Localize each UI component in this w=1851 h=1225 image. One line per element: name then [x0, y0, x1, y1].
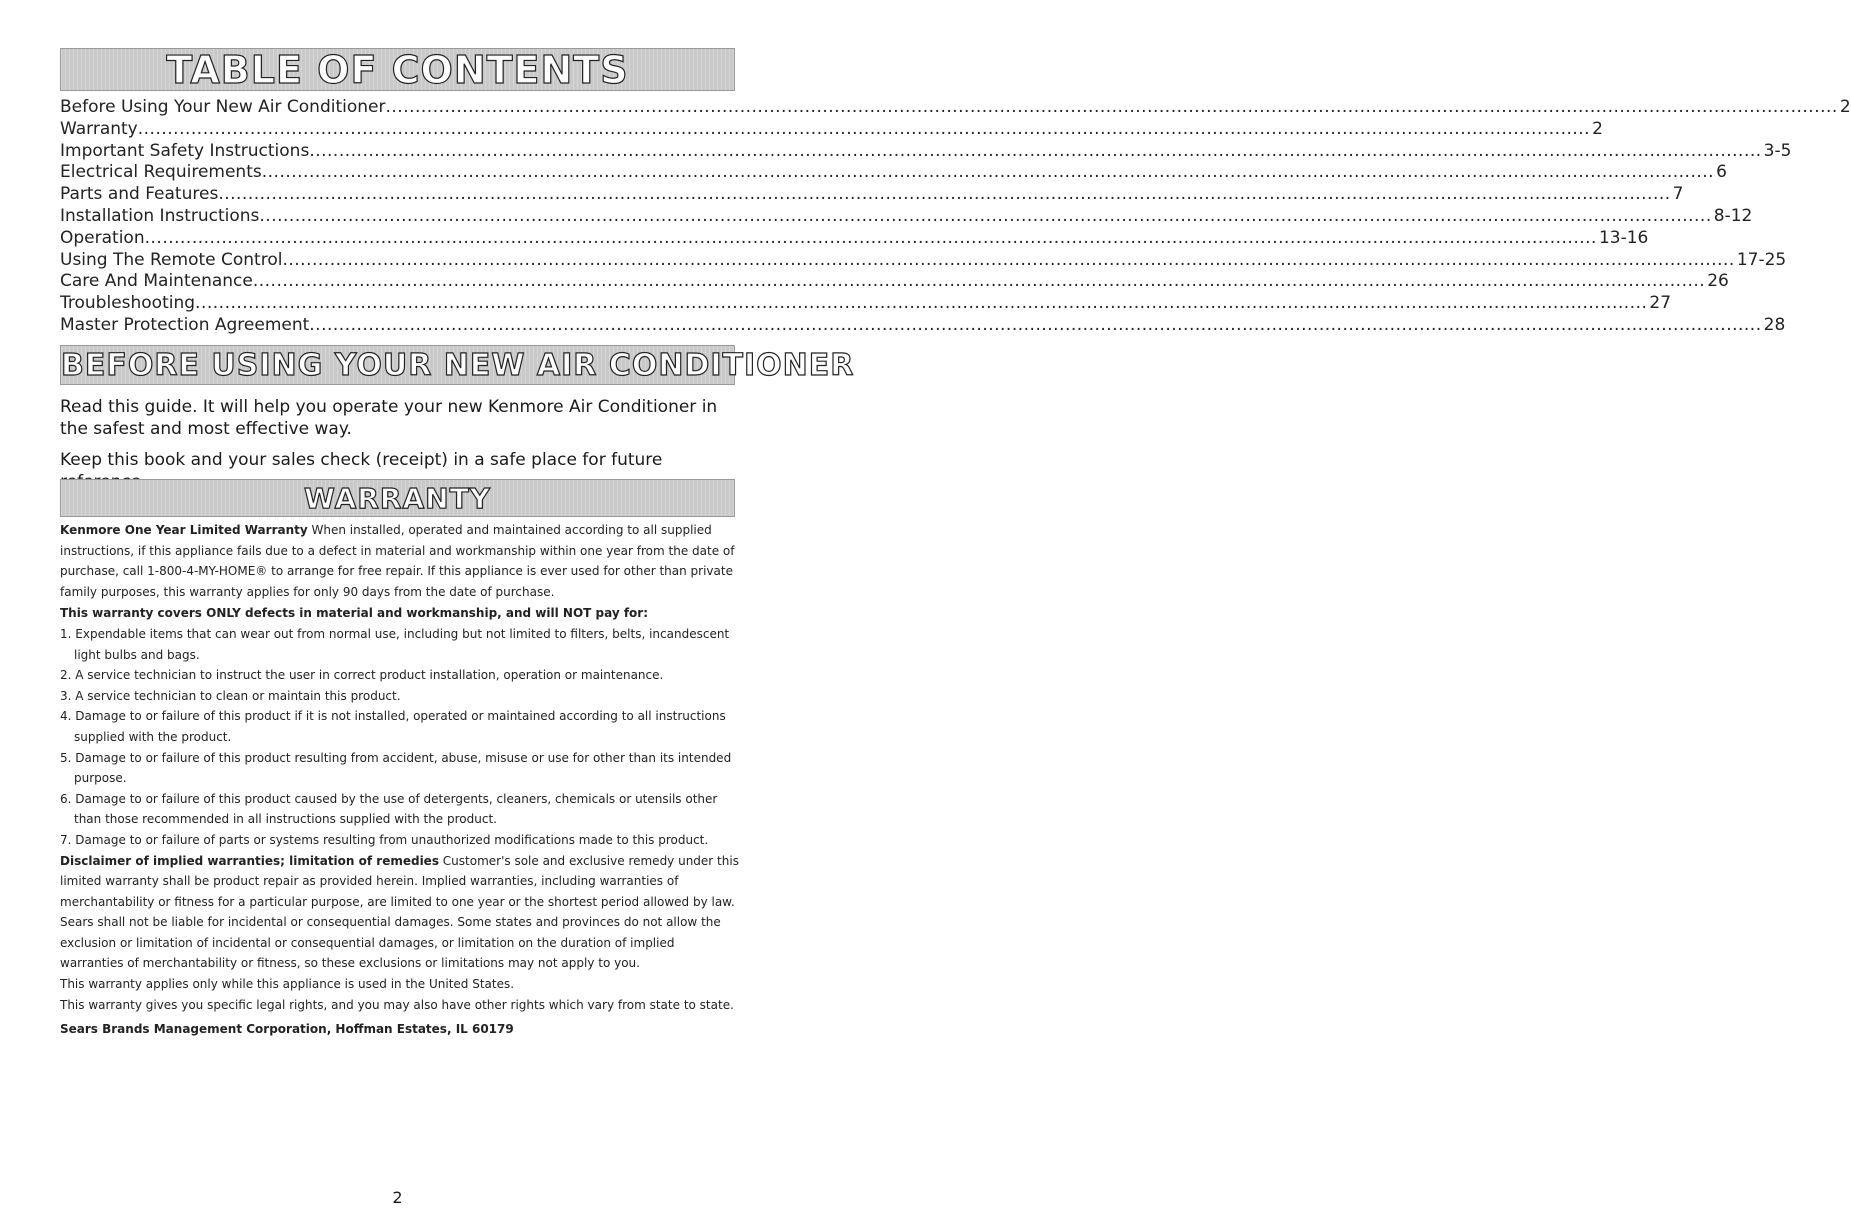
- warranty-banner: [60, 479, 735, 517]
- toc-leader-dots: [309, 141, 1761, 161]
- toc-entry: [60, 314, 1786, 337]
- toc-entry: [60, 184, 1684, 206]
- toc-entry-title: Warranty: [60, 118, 138, 139]
- warranty-disclaimer-text: Customer's sole and exclusive remedy under this limited warranty shall be product repair as provided herein. Implied warranties, including warranties of merchantability or fitness for a particular purpose, are limited to one year or the shortest period allowed by law. Sears shall not be liable for incidental or consequential damages. Some states and provinces do not allow the exclusion or limitation of incidental or consequential damages, or limitation on the duration of implied warranties of merchantability or fitness, so these exclusions or limitations may not apply to you.: [60, 853, 739, 971]
- toc-entry-page: 17-25: [1736, 249, 1787, 270]
- toc-entry: [60, 140, 1792, 163]
- toc-entry-title: Electrical Requirements: [60, 162, 262, 183]
- before-para-1: Read this guide. It will help you operate your new Kenmore Air Conditioner in the safest and most effective way.: [60, 397, 718, 439]
- warranty-exclusion-item: 3. A service technician to clean or maintain this product.: [60, 688, 401, 703]
- warranty-intro-lead: Kenmore One Year Limited Warranty: [60, 523, 308, 537]
- toc-entry: [60, 249, 1787, 272]
- toc-entry: [60, 205, 1753, 228]
- toc-entry-title: Important Safety Instructions: [60, 140, 310, 161]
- toc-entry-title: Installation Instructions: [60, 205, 260, 226]
- toc-entry: [60, 97, 1851, 119]
- toc-entry: [60, 271, 1729, 293]
- toc-entry-title: Using The Remote Control: [60, 249, 283, 270]
- toc-entry-title: Operation: [60, 227, 145, 248]
- warranty-exclusion-item: 5. Damage to or failure of this product resulting from accident, abuse, misuse or use for other than its intended purpose.: [60, 750, 732, 786]
- warranty-company: Sears Brands Management Corporation, Hoffman Estates, IL 60179: [60, 1022, 514, 1037]
- warranty-intro-text: When installed, operated and maintained according to all supplied instructions, if this appliance fails due to a defect in material and workmanship within one year from the date of purchase, call 1-800-4-MY-HOME® to arrange for free repair. If this appliance is ever used for other than private family purposes, this warranty applies for only 90 days from the date of purchase.: [60, 523, 735, 599]
- warranty-rights: This warranty gives you specific legal rights, and you may also have other rights which vary from state to state.: [60, 997, 734, 1012]
- warranty-disclaimer-lead: Disclaimer of implied warranties; limitation of remedies: [60, 853, 439, 868]
- warranty-disclaimer: [60, 851, 740, 975]
- warranty-exclusion-item: 7. Damage to or failure of parts or systems resulting from unauthorized modifications made to this product.: [60, 832, 709, 847]
- warranty-exclusions-list: [60, 624, 740, 851]
- toc-entry-title: Care And Maintenance: [60, 271, 253, 292]
- toc-leader-dots: [253, 271, 1705, 291]
- warranty-exclusion-item: 2. A service technician to instruct the user in correct product installation, operation or maintenance.: [60, 668, 664, 683]
- toc-leader-dots: [195, 293, 1647, 313]
- toc-entry-page: 3-5: [1763, 140, 1792, 161]
- toc-leader-dots: [138, 119, 1590, 139]
- warranty-us-only: This warranty applies only while this appliance is used in the United States.: [60, 977, 515, 992]
- toc-entry-title: Before Using Your New Air Conditioner: [60, 97, 386, 117]
- toc-entry-page: 2: [1592, 118, 1603, 139]
- warranty-exclusion-item: 4. Damage to or failure of this product if it is not installed, operated or maintained according to all instructions supplied with the product.: [60, 709, 726, 744]
- toc-leader-dots: [218, 184, 1670, 204]
- warranty-exclusion-item: 1. Expendable items that can wear out from normal use, including but not limited to filters, belts, incandescent light bulbs and bags.: [60, 626, 730, 662]
- toc-banner: [60, 48, 735, 91]
- before-para-2: Keep this book and your sales check (receipt) in a safe place for future: [60, 450, 663, 470]
- toc-entry-page: 2: [1839, 97, 1851, 117]
- toc-heading: TABLE OF CONTENTS: [166, 48, 629, 92]
- toc-entry-title: Master Protection Agreement: [60, 314, 310, 335]
- warranty-intro: [60, 520, 740, 602]
- toc-entry: [60, 162, 1727, 184]
- toc-list: [60, 97, 1851, 337]
- toc-entry: [60, 118, 1603, 141]
- before-banner: [60, 345, 855, 385]
- toc-entry: [60, 293, 1672, 315]
- warranty-exclusion-item: 6. Damage to or failure of this product caused by the use of detergents, cleaners, chemicals or utensils other than those recommended in all instructions supplied with the product.: [60, 791, 718, 827]
- toc-entry: [60, 227, 1649, 250]
- toc-entry-page: 27: [1649, 293, 1672, 314]
- toc-entry-title: Troubleshooting: [60, 293, 196, 314]
- toc-entry-page: 26: [1707, 271, 1729, 292]
- toc-leader-dots: [282, 250, 1734, 270]
- warranty-heading: WARRANTY: [304, 482, 491, 515]
- warranty-covers-heading: This warranty covers ONLY defects in material and workmanship, and will NOT pay for:: [60, 606, 649, 621]
- toc-entry-page: 6: [1716, 162, 1727, 183]
- warranty-body: [60, 520, 740, 1040]
- toc-entry-page: 8-12: [1713, 205, 1753, 226]
- toc-leader-dots: [262, 162, 1714, 182]
- toc-leader-dots: [309, 315, 1761, 335]
- page-number: 2: [392, 1188, 403, 1207]
- toc-leader-dots: [259, 206, 1711, 226]
- toc-entry-page: 13-16: [1598, 227, 1649, 248]
- toc-entry-title: Parts and Features: [60, 184, 219, 205]
- toc-leader-dots: [385, 97, 1837, 117]
- toc-entry-page: 7: [1672, 184, 1684, 205]
- before-heading: BEFORE USING YOUR NEW AIR CONDITIONER: [61, 348, 855, 383]
- toc-leader-dots: [145, 228, 1597, 248]
- toc-entry-page: 28: [1763, 314, 1786, 335]
